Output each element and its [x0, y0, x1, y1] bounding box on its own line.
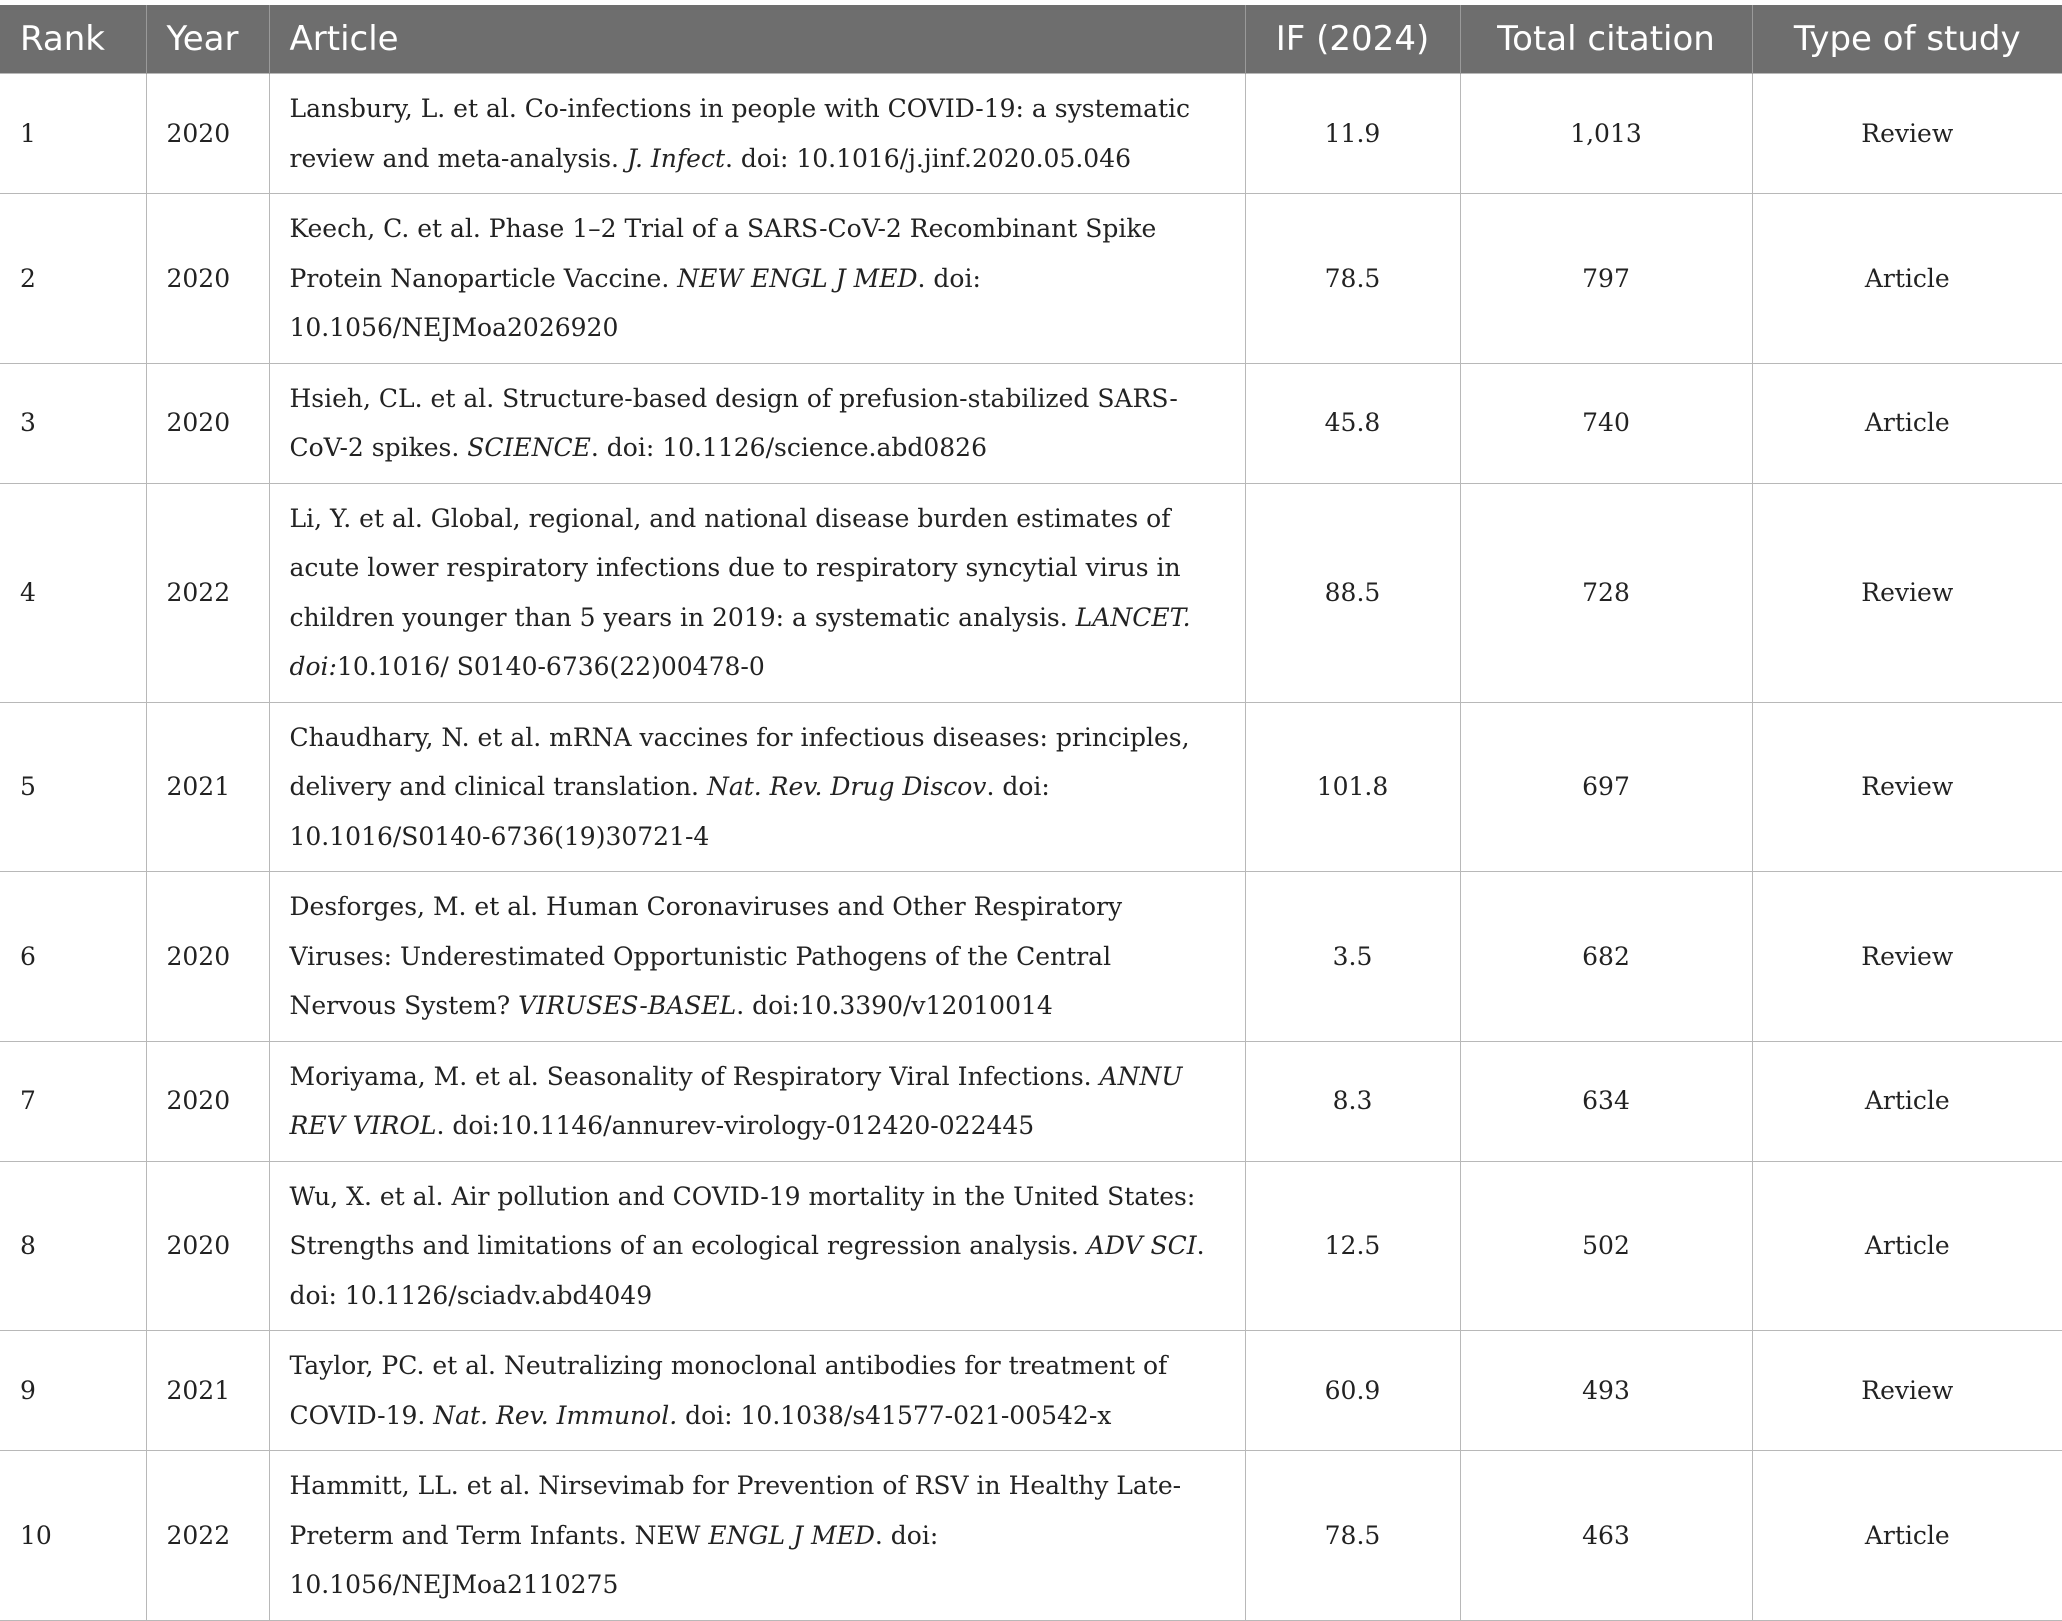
- impact-factor-cell: 60.9: [1245, 1331, 1460, 1451]
- rank-cell: 5: [0, 702, 146, 872]
- rank-cell: 7: [0, 1041, 146, 1161]
- article-text: Hammitt, LL. et al. Nirsevimab for Prevention of RSV in Healthy Late-Preterm and Term Infants. NEW: [289, 1471, 1182, 1550]
- journal-name: LANCET. doi:: [289, 602, 1191, 681]
- article-text: Taylor, PC. et al. Neutralizing monoclonal antibodies for treatment of COVID-19.: [289, 1351, 1168, 1430]
- rank-cell: 8: [0, 1161, 146, 1331]
- rank-cell: 4: [0, 483, 146, 702]
- article-cell: [269, 702, 1245, 872]
- total-citation-cell: 697: [1460, 702, 1752, 872]
- impact-factor-cell: 12.5: [1245, 1161, 1460, 1331]
- impact-factor-cell: 11.9: [1245, 74, 1460, 194]
- journal-name: VIRUSES-BASEL: [518, 991, 737, 1020]
- table-row: [0, 194, 2062, 364]
- table-row: [0, 74, 2062, 194]
- year-cell: 2022: [146, 483, 269, 702]
- journal-name: NEW ENGL J MED: [677, 263, 918, 293]
- year-cell: 2020: [146, 1161, 269, 1331]
- type-of-study-cell: Article: [1752, 1161, 2062, 1331]
- total-citation-cell: 1,013: [1460, 74, 1752, 194]
- total-citation-cell: 493: [1460, 1331, 1752, 1451]
- total-citation-cell: 502: [1460, 1161, 1752, 1331]
- doi-text: . doi: 10.1126/science.abd0826: [590, 433, 987, 462]
- article-text: Chaudhary, N. et al. mRNA vaccines for infectious diseases: principles, delivery and clinical translation.: [289, 722, 1190, 801]
- type-of-study-cell: Review: [1752, 483, 2062, 702]
- doi-text: 10.1016/ S0140-6736(22)00478-0: [336, 652, 765, 681]
- rank-cell: 2: [0, 194, 146, 364]
- header-year: Year: [146, 5, 269, 74]
- article-text: Li, Y. et al. Global, regional, and national disease burden estimates of acute lower respiratory infections due to respiratory syncytial virus in children younger than 5 years in 2019: a systematic analysis.: [289, 503, 1181, 632]
- impact-factor-cell: 78.5: [1245, 194, 1460, 364]
- header-impact-factor: IF (2024): [1245, 5, 1460, 74]
- type-of-study-cell: Review: [1752, 702, 2062, 872]
- journal-name: J. Infect: [626, 143, 725, 173]
- impact-factor-cell: 88.5: [1245, 483, 1460, 702]
- rank-cell: 3: [0, 363, 146, 483]
- impact-factor-cell: 3.5: [1245, 872, 1460, 1042]
- article-text: Keech, C. et al. Phase 1–2 Trial of a SARS-CoV-2 Recombinant Spike Protein Nanoparticle Vaccine.: [289, 214, 1157, 293]
- year-cell: 2020: [146, 194, 269, 364]
- table-row: [0, 1451, 2062, 1621]
- doi-text: . doi: 10.1056/NEJMoa2110275: [289, 1520, 939, 1599]
- doi-text: . doi: 10.1016/S0140-6736(19)30721-4: [289, 772, 1050, 851]
- table-row: [0, 872, 2062, 1042]
- header-row: [0, 5, 2062, 74]
- doi-text: doi: 10.1038/s41577-021-00542-x: [677, 1400, 1112, 1430]
- doi-text: . doi: 10.1126/sciadv.abd4049: [289, 1231, 1205, 1310]
- year-cell: 2021: [146, 1331, 269, 1451]
- rank-cell: 9: [0, 1331, 146, 1451]
- article-cell: [269, 1161, 1245, 1331]
- journal-name: ENGL J MED: [708, 1520, 875, 1550]
- rank-cell: 6: [0, 872, 146, 1042]
- top-cited-articles-table: [0, 5, 2062, 1621]
- article-cell: [269, 483, 1245, 702]
- article-cell: [269, 872, 1245, 1042]
- rank-cell: 10: [0, 1451, 146, 1621]
- type-of-study-cell: Article: [1752, 1041, 2062, 1161]
- impact-factor-cell: 45.8: [1245, 363, 1460, 483]
- year-cell: 2020: [146, 1041, 269, 1161]
- year-cell: 2020: [146, 872, 269, 1042]
- article-cell: [269, 1451, 1245, 1621]
- doi-text: . doi:10.3390/v12010014: [736, 991, 1053, 1020]
- article-cell: [269, 363, 1245, 483]
- article-text: Wu, X. et al. Air pollution and COVID-19 mortality in the United States: Strengths and limitations of an ecological regression analysis.: [289, 1181, 1196, 1260]
- type-of-study-cell: Review: [1752, 74, 2062, 194]
- article-cell: [269, 1331, 1245, 1451]
- doi-text: . doi: 10.1016/j.jinf.2020.05.046: [725, 143, 1132, 173]
- total-citation-cell: 797: [1460, 194, 1752, 364]
- journal-name: ADV SCI: [1086, 1231, 1197, 1260]
- article-text: Hsieh, CL. et al. Structure-based design of prefusion-stabilized SARS-CoV-2 spikes.: [289, 383, 1178, 462]
- header-type-of-study: Type of study: [1752, 5, 2062, 74]
- total-citation-cell: 634: [1460, 1041, 1752, 1161]
- header-article: Article: [269, 5, 1245, 74]
- table-row: [0, 702, 2062, 872]
- citation-table-container: [0, 5, 2062, 1621]
- type-of-study-cell: Article: [1752, 1451, 2062, 1621]
- year-cell: 2022: [146, 1451, 269, 1621]
- type-of-study-cell: Article: [1752, 194, 2062, 364]
- article-cell: [269, 1041, 1245, 1161]
- table-row: [0, 1331, 2062, 1451]
- total-citation-cell: 728: [1460, 483, 1752, 702]
- journal-name: ANNU REV VIROL: [289, 1061, 1183, 1140]
- table-row: [0, 363, 2062, 483]
- journal-name: SCIENCE: [467, 433, 591, 462]
- table-header: [0, 5, 2062, 74]
- article-cell: [269, 74, 1245, 194]
- article-text: Desforges, M. et al. Human Coronaviruses and Other Respiratory Viruses: Underestimated Opportunistic Pathogens of the Central Nervous System?: [289, 892, 1123, 1020]
- table-row: [0, 1041, 2062, 1161]
- impact-factor-cell: 8.3: [1245, 1041, 1460, 1161]
- total-citation-cell: 463: [1460, 1451, 1752, 1621]
- year-cell: 2020: [146, 363, 269, 483]
- type-of-study-cell: Article: [1752, 363, 2062, 483]
- header-rank: Rank: [0, 5, 146, 74]
- doi-text: . doi:10.1146/annurev-virology-012420-022445: [436, 1111, 1035, 1140]
- total-citation-cell: 740: [1460, 363, 1752, 483]
- doi-text: . doi: 10.1056/NEJMoa2026920: [289, 263, 981, 342]
- rank-cell: 1: [0, 74, 146, 194]
- article-text: Moriyama, M. et al. Seasonality of Respiratory Viral Infections.: [289, 1061, 1100, 1091]
- impact-factor-cell: 78.5: [1245, 1451, 1460, 1621]
- table-body: [0, 74, 2062, 1621]
- table-row: [0, 483, 2062, 702]
- article-text: Lansbury, L. et al. Co-infections in people with COVID-19: a systematic review and meta-analysis.: [289, 94, 1191, 173]
- type-of-study-cell: Review: [1752, 1331, 2062, 1451]
- impact-factor-cell: 101.8: [1245, 702, 1460, 872]
- table-row: [0, 1161, 2062, 1331]
- year-cell: 2020: [146, 74, 269, 194]
- article-cell: [269, 194, 1245, 364]
- journal-name: Nat. Rev. Drug Discov: [706, 772, 987, 801]
- type-of-study-cell: Review: [1752, 872, 2062, 1042]
- journal-name: Nat. Rev. Immunol.: [433, 1400, 678, 1430]
- total-citation-cell: 682: [1460, 872, 1752, 1042]
- header-total-citation: Total citation: [1460, 5, 1752, 74]
- year-cell: 2021: [146, 702, 269, 872]
